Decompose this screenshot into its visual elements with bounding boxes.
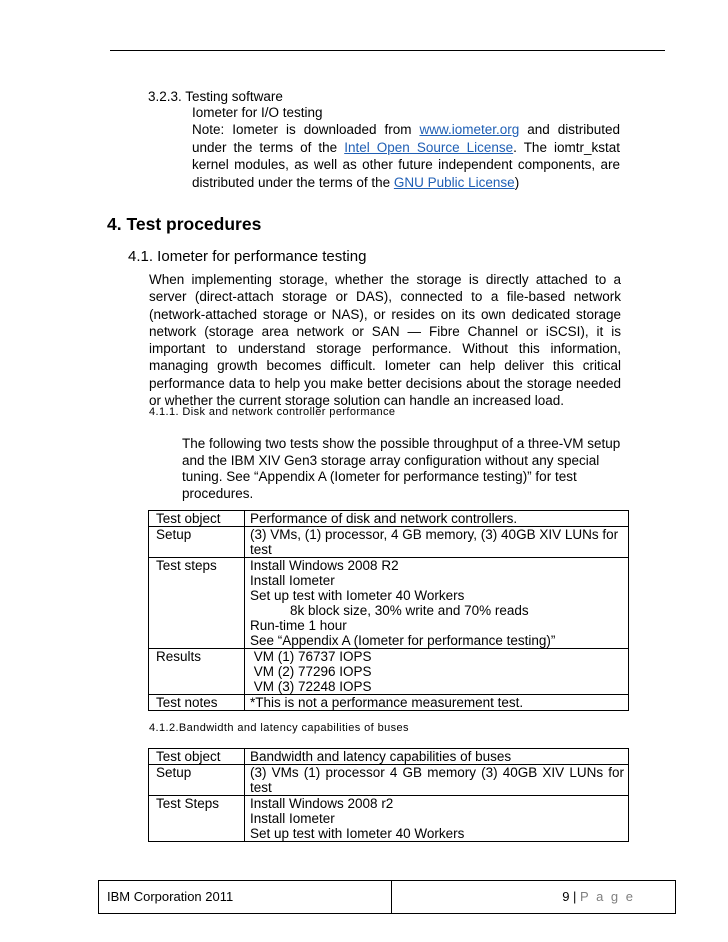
- section-4-heading: 4. Test procedures: [107, 214, 262, 234]
- license-note: [192, 121, 620, 191]
- table-cell-label: Test object: [149, 511, 245, 527]
- page-separator: |: [569, 889, 581, 904]
- table-cell-value: [245, 796, 629, 842]
- footer-page-number: [562, 889, 635, 904]
- section-4-1-1-heading: 4.1.1. Disk and network controller performance: [149, 406, 396, 418]
- page-number: 9: [562, 889, 570, 904]
- footer-company: IBM Corporation 2011: [107, 889, 234, 904]
- result-line: VM (1) 76737 IOPS: [250, 649, 372, 664]
- note-text: Note: Iometer is downloaded from: [192, 122, 420, 137]
- result-line: VM (3) 72248 IOPS: [250, 679, 372, 694]
- bandwidth-latency-table: [148, 748, 629, 842]
- table-cell-value: [245, 649, 629, 695]
- table-cell-value: Bandwidth and latency capabilities of buses: [245, 749, 629, 765]
- note-text: ): [514, 174, 520, 190]
- testing-software-line: Iometer for I/O testing: [192, 105, 323, 120]
- section-4-1-paragraph: When implementing storage, whether the storage is directly attached to a server (direct-attach storage or DAS), connected to a file-based network (network-attached storage or NAS), or resides on its own dedicated storage network (storage area network or SAN — Fibre Channel or iSCSI), it is important to understand storage performance. Without this information, managing growth becomes difficult. Iometer can help deliver this critical performance data to help you make better decisions about the storage needed or whether the current storage solution can handle an increased load.: [149, 272, 621, 409]
- step-line: Install Windows 2008 R2: [250, 558, 399, 573]
- section-4-1-1-paragraph: The following two tests show the possible throughput of a three-VM setup and the IBM XIV Gen3 storage array configuration without any special tuning. See “Appendix A (Iometer for performance testing)” for test procedures.: [182, 436, 621, 501]
- table-cell-value: [245, 558, 629, 649]
- table-row: [149, 558, 629, 649]
- table-cell-value: *This is not a performance measurement test.: [245, 695, 629, 711]
- table-cell-label: Setup: [149, 527, 245, 558]
- table-cell-value: (3) VMs (1) processor 4 GB memory (3) 40GB XIV LUNs for test: [245, 765, 629, 796]
- page-footer: [98, 880, 676, 914]
- table-cell-label: Results: [149, 649, 245, 695]
- table-cell-label: Test steps: [149, 558, 245, 649]
- table-row: [149, 649, 629, 695]
- gnu-license-link[interactable]: GNU Public License: [393, 174, 515, 190]
- table-cell-label: Test object: [149, 749, 245, 765]
- step-line: Install Iometer: [250, 811, 335, 826]
- table-cell-value: Performance of disk and network controllers.: [245, 511, 629, 527]
- table-row: [149, 695, 629, 711]
- step-line: 8k block size, 30% write and 70% reads: [290, 603, 529, 618]
- intel-license-link[interactable]: Intel Open Source License: [344, 139, 514, 155]
- table-cell-label: Setup: [149, 765, 245, 796]
- step-line: Install Iometer: [250, 573, 335, 588]
- controller-performance-table: [148, 510, 629, 711]
- table-row: [149, 527, 629, 558]
- step-line: Run-time 1 hour: [250, 618, 347, 633]
- step-line: See “Appendix A (Iometer for performance testing)”: [250, 633, 556, 648]
- step-line: Install Windows 2008 r2: [250, 796, 394, 811]
- table-cell-label: Test Steps: [149, 796, 245, 842]
- table-row: [149, 511, 629, 527]
- section-4-1-2-heading: 4.1.2.Bandwidth and latency capabilities of buses: [149, 722, 409, 734]
- note-text: and distributed under the terms of the: [192, 122, 620, 155]
- result-line: VM (2) 77296 IOPS: [250, 664, 372, 679]
- table-row: [149, 796, 629, 842]
- step-line: Set up test with Iometer 40 Workers: [250, 826, 465, 841]
- note-text: . The iomtr_kstat kernel modules, as well as other future independent components, are distributed under the terms of the: [192, 139, 620, 190]
- table-cell-value: (3) VMs, (1) processor, 4 GB memory, (3) 40GB XIV LUNs for test: [245, 527, 629, 558]
- table-row: [149, 749, 629, 765]
- header-rule: [110, 50, 665, 51]
- section-4-1-heading: 4.1. Iometer for performance testing: [128, 248, 367, 265]
- table-row: [149, 765, 629, 796]
- iometer-link[interactable]: www.iometer.org: [419, 122, 520, 137]
- page-word: P a g e: [580, 889, 635, 904]
- section-3-2-3-heading: 3.2.3. Testing software: [148, 89, 283, 104]
- step-line: Set up test with Iometer 40 Workers: [250, 588, 465, 603]
- table-cell-label: Test notes: [149, 695, 245, 711]
